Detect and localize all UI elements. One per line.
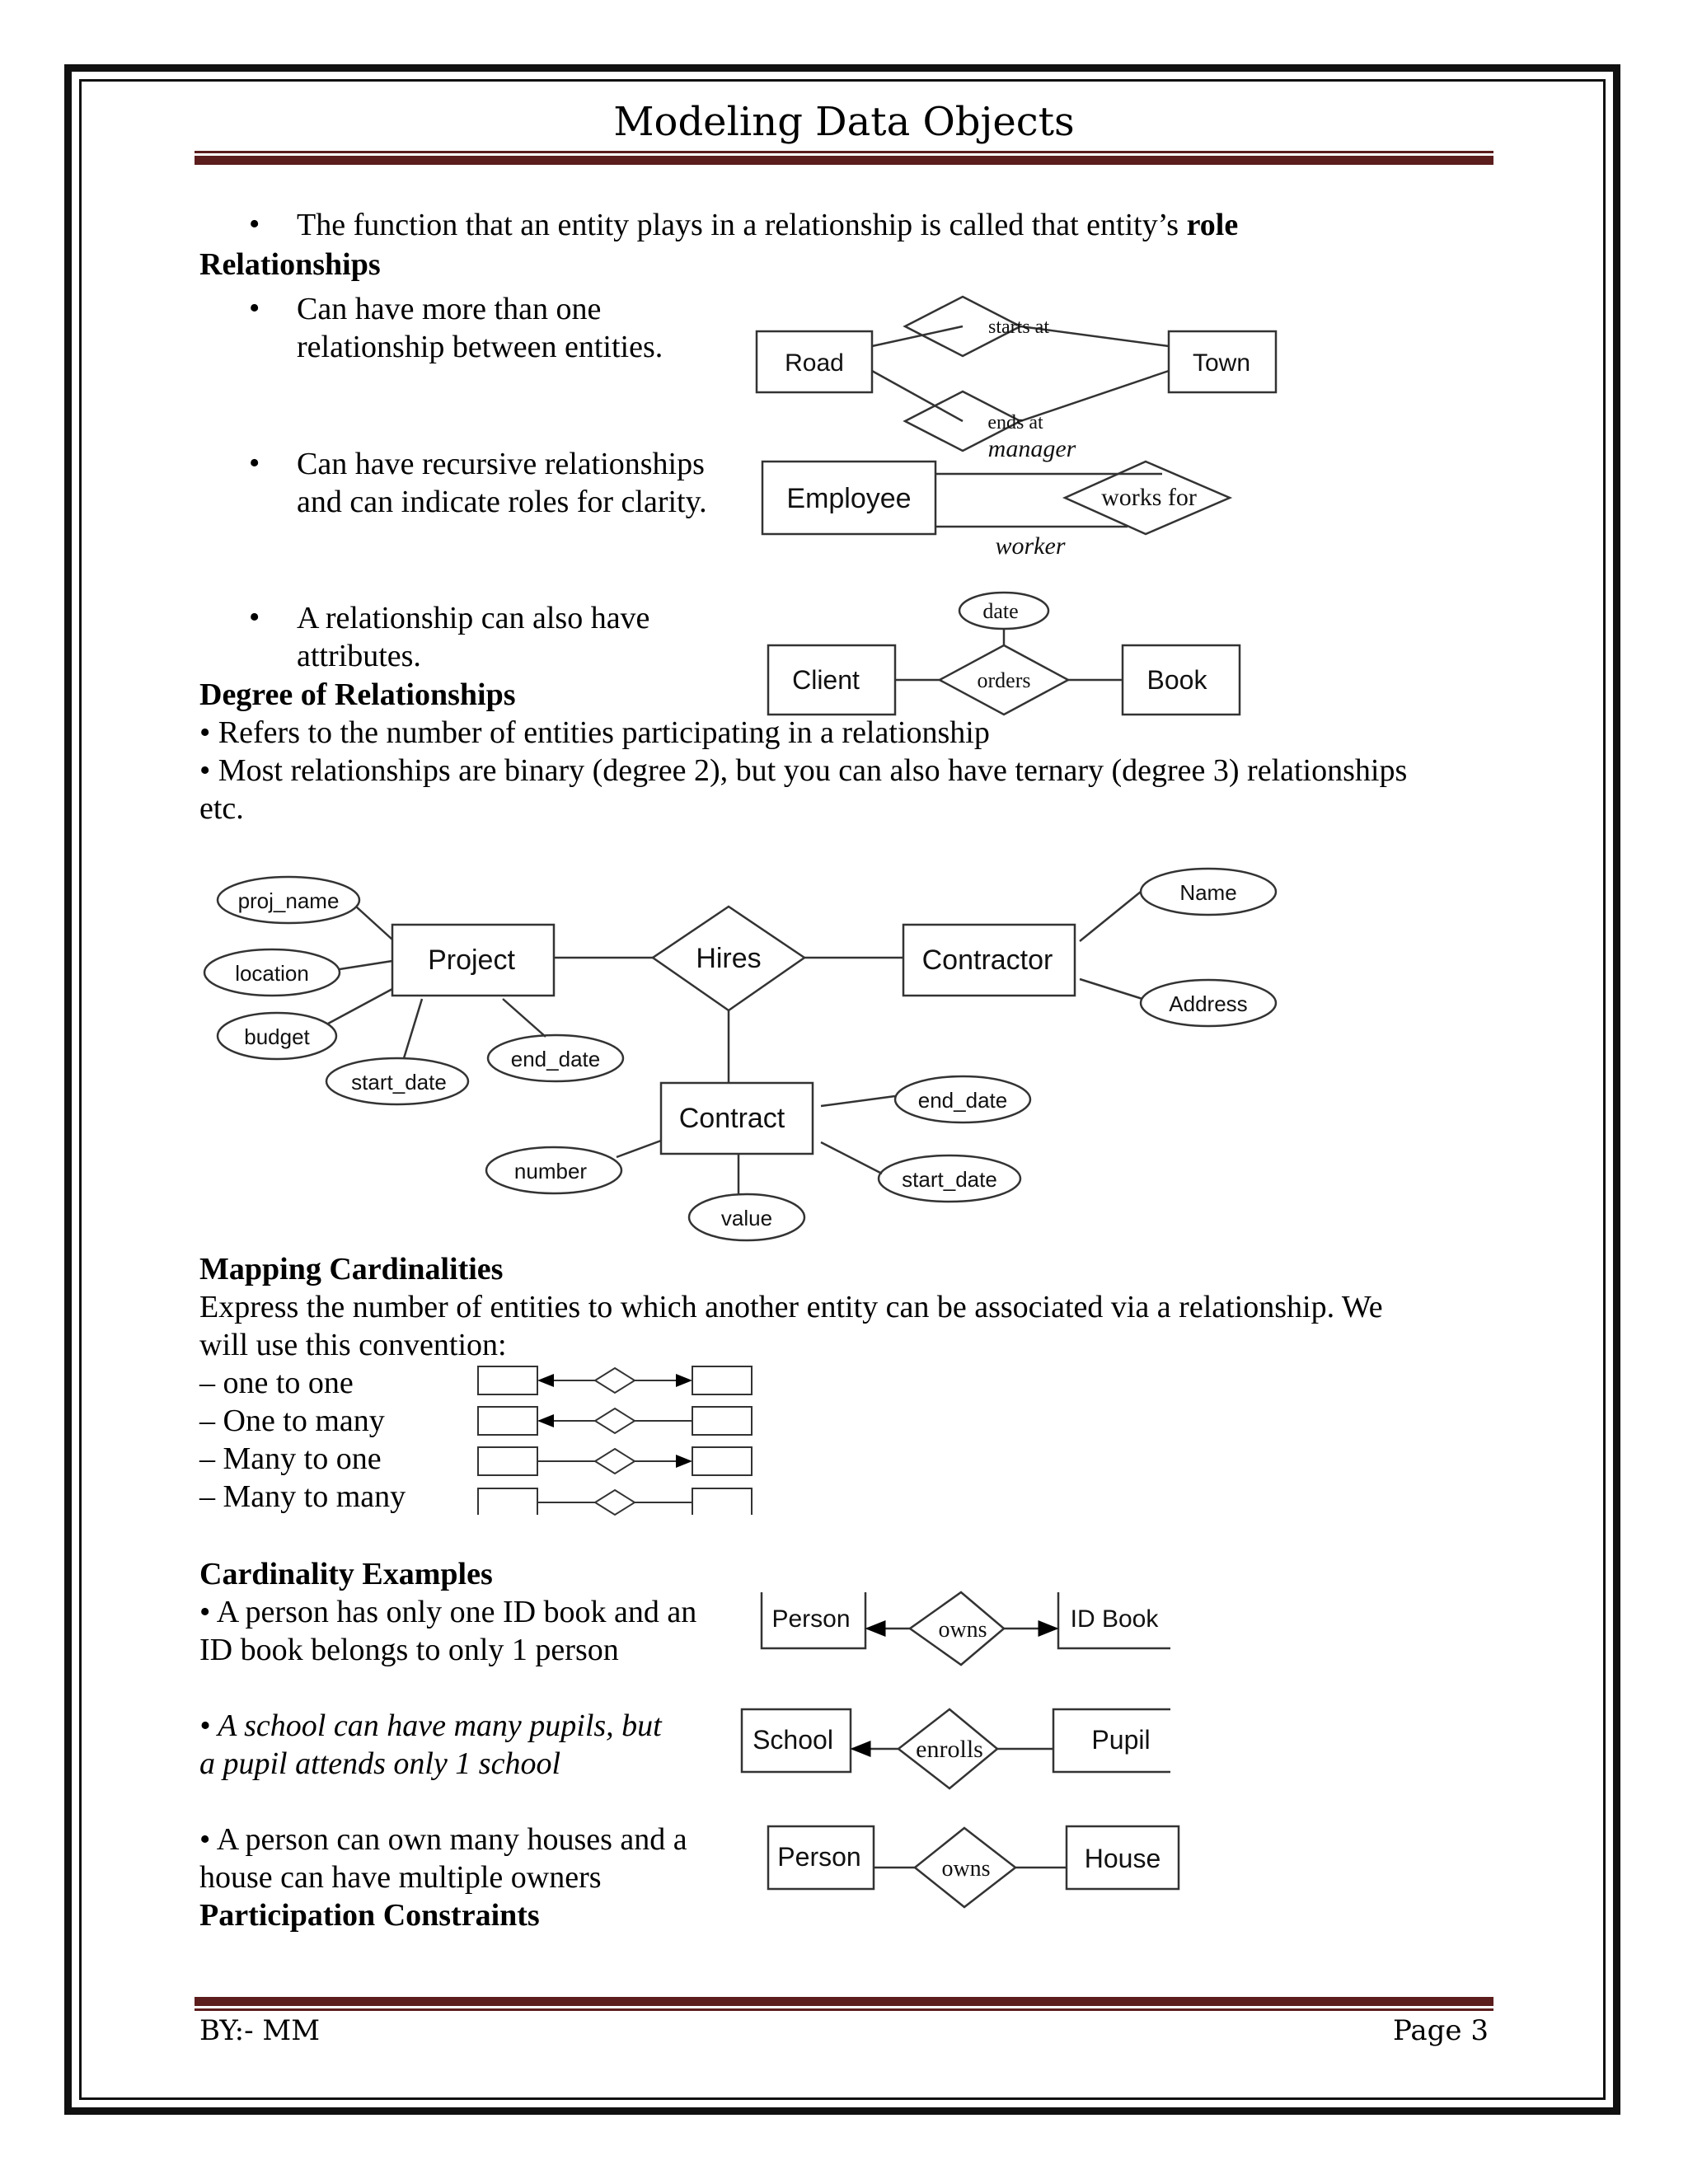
connector-line [872, 326, 963, 346]
worker-role-label: worker [995, 532, 1066, 560]
ex3-house-label: House [1084, 1844, 1161, 1873]
mapping-item-one-to-many: – One to many [199, 1404, 385, 1438]
footer-author: BY:- MM [199, 2014, 321, 2047]
participation-heading: Participation Constraints [199, 1898, 540, 1933]
ex1-idbook-label: ID Book [1070, 1605, 1159, 1633]
convention-entity-right [692, 1447, 752, 1475]
mapping-convention-diagrams [478, 1366, 752, 1515]
example1-line2: ID book belongs to only 1 person [199, 1633, 619, 1667]
ex1-person-label: Person [771, 1605, 851, 1633]
contract-label: Contract [678, 1103, 785, 1134]
convention-diamond [595, 1368, 635, 1393]
start-date-label: start_date [351, 1070, 447, 1094]
examples-heading: Cardinality Examples [199, 1557, 493, 1591]
convention-many-to-one [478, 1447, 752, 1475]
diagram-ternary [204, 869, 1276, 1240]
road-label: Road [785, 349, 844, 377]
end-date-label: end_date [510, 1047, 601, 1071]
mapping-item-many-to-one: – Many to one [199, 1441, 382, 1476]
example3-line2: house can have multiple owners [199, 1860, 602, 1895]
bullet-dot: • [249, 291, 260, 326]
convention-entity-left [478, 1447, 537, 1475]
convention-many-to-many [478, 1488, 752, 1515]
ex3-person-label: Person [777, 1842, 861, 1872]
relationship-bullet1-line1: Can have more than one [297, 292, 602, 326]
convention-entity-left [478, 1488, 537, 1515]
example1-line1: • A person has only one ID book and an [199, 1595, 697, 1629]
connector-line [328, 989, 392, 1024]
contractor-label: Contractor [921, 944, 1053, 976]
value-label: value [720, 1206, 773, 1230]
relationships-heading: Relationships [199, 247, 381, 282]
employee-label: Employee [786, 483, 912, 514]
convention-diamond [595, 1490, 635, 1515]
manager-role-label: manager [987, 435, 1076, 462]
convention-entity-right [692, 1366, 752, 1394]
contract-end-date-label: end_date [917, 1088, 1008, 1113]
project-label: Project [428, 944, 515, 976]
mapping-heading: Mapping Cardinalities [199, 1252, 504, 1286]
ex1-owns-label: owns [938, 1617, 987, 1643]
client-label: Client [792, 665, 860, 695]
degree-line2: • Most relationships are binary (degree 2), but you can also have ternary (degree 3) relationships [199, 753, 1408, 788]
convention-diamond [595, 1408, 635, 1433]
connector-line [356, 907, 392, 940]
example2-line1: • A school can have many pupils, but [199, 1708, 662, 1743]
ends-at-label: ends at [987, 412, 1043, 434]
connector-line [1080, 892, 1141, 941]
number-label: number [513, 1159, 588, 1183]
role-text: The function that an entity plays in a relationship is called that entity’s [297, 208, 1179, 242]
convention-entity-right [692, 1407, 752, 1435]
mapping-desc-line2: will use this convention: [199, 1328, 507, 1362]
orders-label: orders [977, 668, 1031, 692]
connector-line [821, 1142, 882, 1174]
relationship-bullet3-line2: attributes. [297, 639, 421, 673]
name-label: Name [1179, 880, 1237, 905]
bullet-dot: • [249, 600, 260, 635]
town-label: Town [1192, 349, 1251, 377]
budget-label: budget [244, 1024, 310, 1049]
date-label: date [982, 599, 1019, 623]
role-bold: role [1186, 208, 1239, 242]
bullet-dot: • [249, 207, 260, 241]
connector-line [503, 999, 546, 1037]
book-label: Book [1146, 665, 1207, 695]
convention-one-to-many [478, 1407, 752, 1435]
relationship-bullet3-line1: A relationship can also have [297, 601, 650, 635]
page-title: Modeling Data Objects [613, 99, 1075, 145]
connector-line [617, 1141, 661, 1157]
example2-line2: a pupil attends only 1 school [199, 1746, 561, 1781]
contract-start-date-label: start_date [902, 1167, 997, 1192]
ex3-owns-label: owns [941, 1856, 991, 1882]
convention-diamond [595, 1449, 635, 1474]
degree-line1: • Refers to the number of entities participating in a relationship [199, 715, 990, 750]
connector-line [340, 961, 392, 969]
mapping-desc-line1: Express the number of entities to which another entity can be associated via a relationship. We [199, 1290, 1383, 1324]
mapping-item-one-to-one: – one to one [199, 1366, 354, 1400]
degree-line3: etc. [199, 791, 244, 826]
ex2-school-label: School [753, 1725, 833, 1755]
relationship-bullet2-line1: Can have recursive relationships [297, 447, 705, 481]
convention-entity-right [692, 1488, 752, 1515]
convention-one-to-one [478, 1366, 752, 1394]
connector-line [1080, 979, 1142, 999]
location-label: location [235, 961, 309, 986]
mapping-item-many-to-many: – Many to many [199, 1479, 406, 1514]
convention-entity-left [478, 1407, 537, 1435]
hires-label: Hires [696, 943, 762, 974]
ex2-pupil-label: Pupil [1091, 1725, 1151, 1755]
address-label: Address [1169, 991, 1248, 1016]
convention-entity-left [478, 1366, 537, 1394]
footer-page-number: Page 3 [1393, 2014, 1489, 2047]
example3-line1: • A person can own many houses and a [199, 1822, 687, 1857]
connector-line [872, 371, 963, 421]
connector-line [404, 999, 422, 1058]
starts-at-label: starts at [988, 316, 1049, 338]
degree-heading: Degree of Relationships [199, 677, 516, 712]
relationship-bullet1-line2: relationship between entities. [297, 330, 663, 364]
relationship-bullet2-line2: and can indicate roles for clarity. [297, 485, 707, 519]
connector-line [821, 1096, 895, 1106]
bullet-dot: • [249, 446, 260, 480]
ex2-enrolls-label: enrolls [916, 1736, 983, 1763]
proj-name-label: proj_name [237, 888, 340, 913]
works-for-label: works for [1101, 484, 1197, 511]
